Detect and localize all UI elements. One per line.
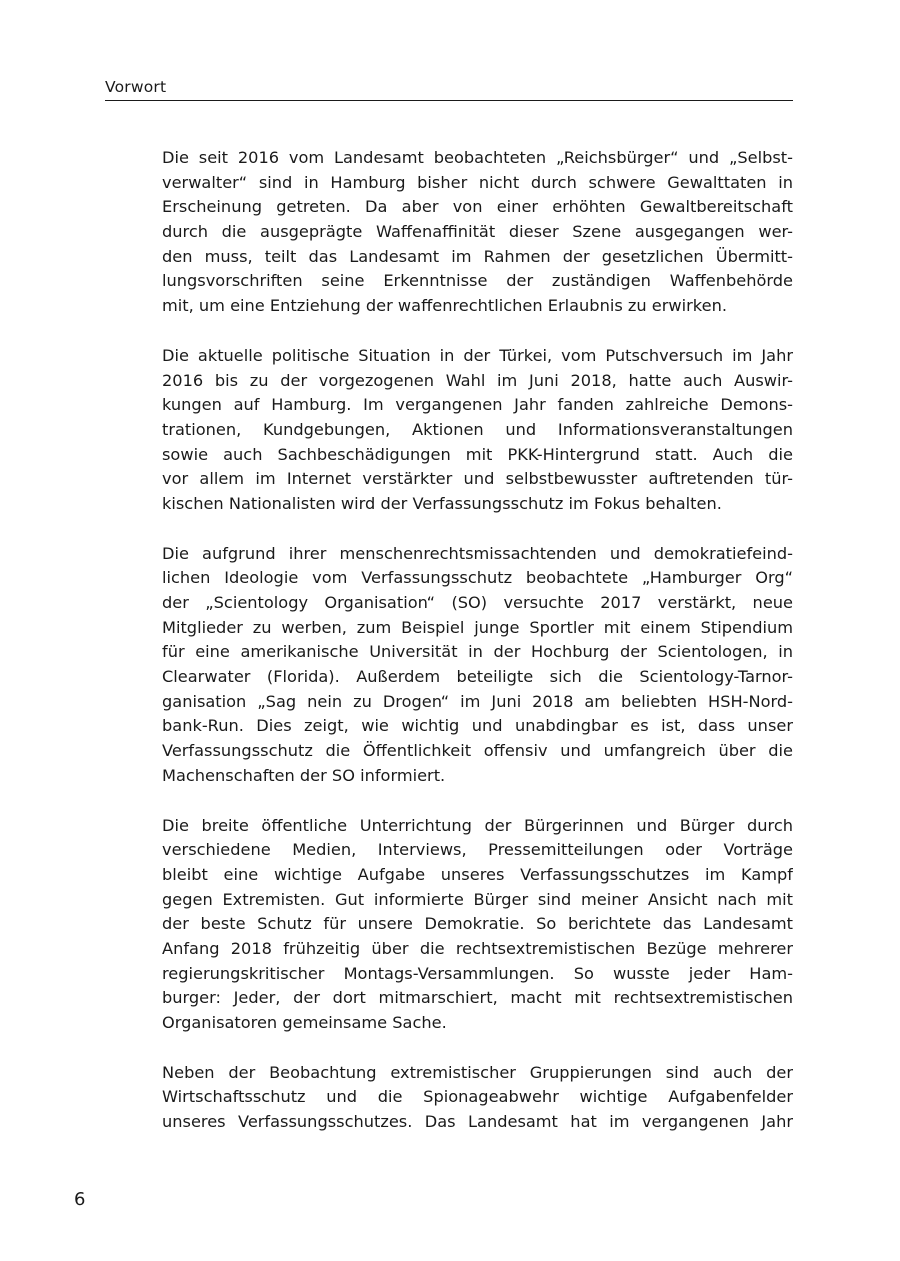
text-line: regierungskritischer Montags-Versammlungen. So wusste jeder Ham- (162, 963, 793, 983)
text-line: mit, um eine Entziehung der waffenrechtlichen Erlaubnis zu erwirken. (162, 296, 727, 316)
text-line: trationen, Kundgebungen, Aktionen und Informationsveranstaltungen (162, 419, 793, 439)
text-line: der „Scientology Organisation“ (SO) versuchte 2017 verstärkt, neue (162, 593, 793, 612)
text-line: Neben der Beobachtung extremistischer Gruppierungen sind auch der (162, 1062, 793, 1082)
text-line: Anfang 2018 frühzeitig über die rechtsextremistischen Bezüge mehrerer (162, 938, 793, 958)
text-line: sowie auch Sachbeschädigungen mit PKK-Hintergrund statt. Auch die (162, 444, 793, 464)
running-header (105, 76, 793, 101)
text-line: Verfassungsschutz die Öffentlichkeit offensiv und umfangreich über die (162, 741, 793, 761)
text-line: lichen Ideologie vom Verfassungsschutz beobachtete „Hamburger Org“ (162, 568, 793, 588)
text-line: burger: Jeder, der dort mitmarschiert, macht mit rechtsextremistischen (162, 988, 793, 1008)
page-number: 6 (74, 1189, 86, 1210)
paragraph (162, 146, 793, 319)
paragraph (162, 814, 793, 1036)
text-line: Clearwater (Florida). Außerdem beteiligte sich die Scientology-Tarnor- (162, 667, 793, 687)
text-line: kungen auf Hamburg. Im vergangenen Jahr fanden zahlreiche Demons- (162, 395, 793, 415)
text-line: 2016 bis zu der vorgezogenen Wahl im Juni 2018, hatte auch Auswir- (162, 370, 793, 390)
text-line: Die seit 2016 vom Landesamt beobachteten „Reichsbürger“ und „Selbst- (162, 148, 793, 167)
text-line: Die breite öffentliche Unterrichtung der Bürgerinnen und Bürger durch (162, 815, 793, 835)
text-line: verwalter“ sind in Hamburg bisher nicht durch schwere Gewalttaten in (162, 172, 793, 192)
text-line: Die aktuelle politische Situation in der Türkei, vom Putschversuch im Jahr (162, 345, 793, 365)
text-line: Erscheinung getreten. Da aber von einer erhöhten Gewaltbereitschaft (162, 197, 793, 217)
paragraph (162, 1061, 793, 1135)
body-text (162, 146, 793, 1160)
text-line: ganisation „Sag nein zu Drogen“ im Juni 2018 am beliebten HSH-Nord- (162, 691, 793, 711)
text-line: für eine amerikanische Universität in der Hochburg der Scientologen, in (162, 642, 793, 662)
section-title: Vorwort (105, 78, 167, 96)
paragraph (162, 542, 793, 789)
text-line: vor allem im Internet verstärkter und selbstbewusster auftretenden tür- (162, 469, 793, 489)
text-line: Machenschaften der SO informiert. (162, 765, 446, 785)
text-line: Mitglieder zu werben, zum Beispiel junge Sportler mit einem Stipendium (162, 617, 793, 637)
text-line: verschiedene Medien, Interviews, Pressemitteilungen oder Vorträge (162, 840, 793, 860)
text-line: der beste Schutz für unsere Demokratie. So berichtete das Landesamt (162, 914, 793, 934)
text-line: gegen Extremisten. Gut informierte Bürger sind meiner Ansicht nach mit (162, 889, 793, 909)
text-line: Organisatoren gemeinsame Sache. (162, 1013, 447, 1032)
text-line: kischen Nationalisten wird der Verfassungsschutz im Fokus behalten. (162, 493, 722, 513)
text-line: unseres Verfassungsschutzes. Das Landesamt hat im vergangenen Jahr (162, 1112, 793, 1132)
text-line: bank-Run. Dies zeigt, wie wichtig und unabdingbar es ist, dass unser (162, 716, 793, 736)
text-line: lungsvorschriften seine Erkenntnisse der zuständigen Waffenbehörde (162, 271, 793, 291)
text-line: den muss, teilt das Landesamt im Rahmen der gesetzlichen Übermitt- (162, 246, 793, 266)
paragraph (162, 344, 793, 517)
text-line: Die aufgrund ihrer menschenrechtsmissachtenden und demokratiefeind- (162, 543, 793, 563)
text-line: Wirtschaftsschutz und die Spionageabwehr wichtige Aufgabenfelder (162, 1087, 793, 1107)
text-line: bleibt eine wichtige Aufgabe unseres Verfassungsschutzes im Kampf (162, 864, 793, 884)
text-line: durch die ausgeprägte Waffenaffinität dieser Szene ausgegangen wer- (162, 222, 793, 242)
